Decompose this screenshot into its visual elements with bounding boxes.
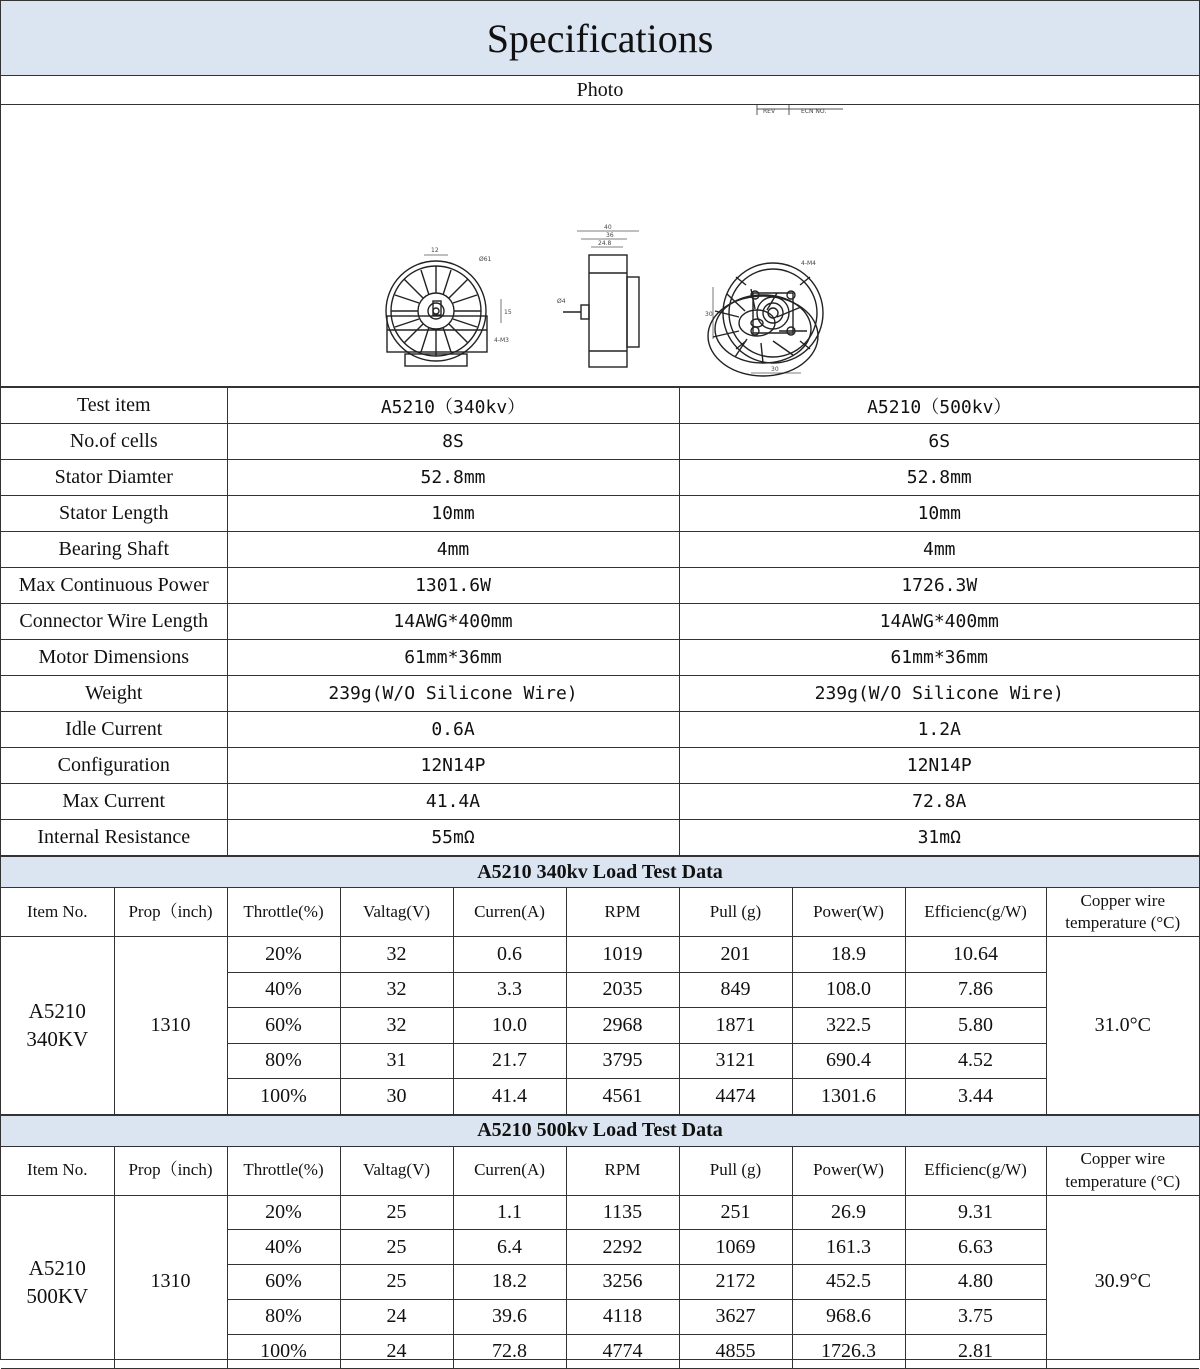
- front-screw-label: 4-M3: [494, 337, 509, 344]
- column-header: Prop（inch): [114, 888, 227, 937]
- column-header: Valtag(V): [340, 1146, 453, 1195]
- spec-row: [1, 748, 1199, 784]
- data-cell: 9.31: [905, 1195, 1046, 1230]
- spec-value: 12N14P: [227, 748, 679, 784]
- spec-row: [1, 460, 1199, 496]
- data-cell: 10.64: [905, 937, 1046, 973]
- spec-label: Motor Dimensions: [1, 640, 227, 676]
- spec-value: 61mm*36mm: [679, 640, 1199, 676]
- data-cell: 3.75: [905, 1299, 1046, 1334]
- item-no-cell: [1, 1195, 114, 1369]
- spec-value: 55mΩ: [227, 820, 679, 856]
- data-cell: 3.44: [905, 1079, 1046, 1115]
- column-header: Throttle(%): [227, 888, 340, 937]
- data-cell: 4774: [566, 1334, 679, 1369]
- data-cell: 968.6: [792, 1299, 905, 1334]
- data-cell: 40%: [227, 1230, 340, 1265]
- column-header: Item No.: [1, 1146, 114, 1195]
- data-cell: 201: [679, 937, 792, 973]
- data-cell: 80%: [227, 1043, 340, 1079]
- column-header: Copper wire temperature (°C): [1046, 888, 1199, 937]
- column-header: Pull (g): [679, 888, 792, 937]
- column-header: Power(W): [792, 888, 905, 937]
- data-cell: 2172: [679, 1265, 792, 1300]
- data-cell: 39.6: [453, 1299, 566, 1334]
- data-cell: 100%: [227, 1334, 340, 1369]
- data-cell: 20%: [227, 1195, 340, 1230]
- front-dim-dia: Ø61: [479, 256, 492, 263]
- spec-header-item: Test item: [1, 388, 227, 424]
- data-cell: 72.8: [453, 1334, 566, 1369]
- spec-header-model: A5210（340kv）: [227, 388, 679, 424]
- temperature-cell: 30.9°C: [1046, 1195, 1199, 1369]
- spec-value: 1726.3W: [679, 568, 1199, 604]
- data-cell: 322.5: [792, 1008, 905, 1044]
- spec-row: [1, 424, 1199, 460]
- data-cell: 6.4: [453, 1230, 566, 1265]
- temperature-cell: 31.0°C: [1046, 937, 1199, 1115]
- data-cell: 6.63: [905, 1230, 1046, 1265]
- spec-value: 10mm: [227, 496, 679, 532]
- load-test-table: [1, 1115, 1199, 1369]
- page-title: Specifications: [1, 1, 1199, 76]
- spec-value: 31mΩ: [679, 820, 1199, 856]
- spec-value: 14AWG*400mm: [227, 604, 679, 640]
- back-screw-label: 4-M4: [801, 260, 816, 267]
- data-cell: 1135: [566, 1195, 679, 1230]
- spec-label: Connector Wire Length: [1, 604, 227, 640]
- spec-row: [1, 568, 1199, 604]
- data-cell: 5.80: [905, 1008, 1046, 1044]
- spec-value: 61mm*36mm: [227, 640, 679, 676]
- data-cell: 2968: [566, 1008, 679, 1044]
- column-header: Pull (g): [679, 1146, 792, 1195]
- column-header: Copper wire temperature (°C): [1046, 1146, 1199, 1195]
- data-cell: 41.4: [453, 1079, 566, 1115]
- data-cell: 452.5: [792, 1265, 905, 1300]
- spec-value: 0.6A: [227, 712, 679, 748]
- motor-technical-drawing: [1, 105, 1199, 386]
- data-cell: 80%: [227, 1299, 340, 1334]
- spec-value: 41.4A: [227, 784, 679, 820]
- data-cell: 60%: [227, 1008, 340, 1044]
- data-cell: 32: [340, 972, 453, 1008]
- column-header: Item No.: [1, 888, 114, 937]
- spec-row: [1, 496, 1199, 532]
- spec-value: 1301.6W: [227, 568, 679, 604]
- load-test-title: A5210 340kv Load Test Data: [1, 857, 1199, 888]
- column-header: RPM: [566, 1146, 679, 1195]
- spec-label: Stator Length: [1, 496, 227, 532]
- column-header: Prop（inch): [114, 1146, 227, 1195]
- spec-value: 10mm: [679, 496, 1199, 532]
- side-dim-248: 24.8: [598, 240, 612, 247]
- data-cell: 161.3: [792, 1230, 905, 1265]
- data-cell: 18.2: [453, 1265, 566, 1300]
- spec-label: Weight: [1, 676, 227, 712]
- front-dim-15: 15: [504, 309, 512, 316]
- column-header: Curren(A): [453, 888, 566, 937]
- data-cell: 4.52: [905, 1043, 1046, 1079]
- spec-label: Max Current: [1, 784, 227, 820]
- spec-row: [1, 676, 1199, 712]
- data-cell: 10.0: [453, 1008, 566, 1044]
- column-header: RPM: [566, 888, 679, 937]
- prop-cell: 1310: [114, 1195, 227, 1369]
- spec-value: 14AWG*400mm: [679, 604, 1199, 640]
- data-cell: 25: [340, 1230, 453, 1265]
- ecn-label: ECN NO.: [801, 108, 826, 115]
- data-cell: 0.6: [453, 937, 566, 973]
- back-dim-30v: 30: [705, 311, 713, 318]
- side-view-drawing: [563, 255, 639, 367]
- data-cell: 4855: [679, 1334, 792, 1369]
- data-cell: 24: [340, 1299, 453, 1334]
- data-cell: 1019: [566, 937, 679, 973]
- spec-header-row: [1, 388, 1199, 424]
- item-no-cell: [1, 937, 114, 1115]
- spec-value: 239g(W/O Silicone Wire): [227, 676, 679, 712]
- data-cell: 25: [340, 1195, 453, 1230]
- spec-row: [1, 604, 1199, 640]
- photo-label: Photo: [1, 76, 1199, 105]
- spec-value: 4mm: [679, 532, 1199, 568]
- data-cell: 1.1: [453, 1195, 566, 1230]
- front-dim-12: 12: [431, 247, 439, 254]
- spec-value: 4mm: [227, 532, 679, 568]
- data-cell: 690.4: [792, 1043, 905, 1079]
- rev-label: REV: [763, 108, 776, 115]
- spec-table: [1, 387, 1199, 856]
- data-cell: 2035: [566, 972, 679, 1008]
- data-cell: 25: [340, 1265, 453, 1300]
- data-cell: 849: [679, 972, 792, 1008]
- spec-header-model: A5210（500kv）: [679, 388, 1199, 424]
- data-cell: 4474: [679, 1079, 792, 1115]
- spec-row: [1, 820, 1199, 856]
- column-header: Efficienc(g/W): [905, 1146, 1046, 1195]
- column-header: Curren(A): [453, 1146, 566, 1195]
- side-dim-40: 40: [604, 224, 612, 231]
- motor-drawing-area: [1, 105, 1199, 387]
- data-cell: 40%: [227, 972, 340, 1008]
- data-cell: 251: [679, 1195, 792, 1230]
- spec-label: Bearing Shaft: [1, 532, 227, 568]
- spec-label: Stator Diamter: [1, 460, 227, 496]
- side-shaft-label: Ø4: [557, 298, 566, 305]
- spec-value: 12N14P: [679, 748, 1199, 784]
- column-header: Valtag(V): [340, 888, 453, 937]
- side-dim-36: 36: [606, 232, 614, 239]
- data-cell: 4561: [566, 1079, 679, 1115]
- spec-row: [1, 640, 1199, 676]
- data-cell: 32: [340, 1008, 453, 1044]
- data-cell: 31: [340, 1043, 453, 1079]
- spec-value: 6S: [679, 424, 1199, 460]
- data-cell: 30: [340, 1079, 453, 1115]
- data-cell: 21.7: [453, 1043, 566, 1079]
- data-cell: 3121: [679, 1043, 792, 1079]
- item-no-kv: 500KV: [1, 1282, 114, 1310]
- spec-value: 239g(W/O Silicone Wire): [679, 676, 1199, 712]
- data-cell: 3627: [679, 1299, 792, 1334]
- spec-label: Idle Current: [1, 712, 227, 748]
- data-cell: 1726.3: [792, 1334, 905, 1369]
- spec-label: No.of cells: [1, 424, 227, 460]
- spec-value: 1.2A: [679, 712, 1199, 748]
- spec-label: Configuration: [1, 748, 227, 784]
- item-no-model: A5210: [1, 997, 114, 1025]
- data-cell: 60%: [227, 1265, 340, 1300]
- data-cell: 7.86: [905, 972, 1046, 1008]
- table-row: [1, 1195, 1199, 1230]
- data-cell: 32: [340, 937, 453, 973]
- data-cell: 108.0: [792, 972, 905, 1008]
- table-row: [1, 937, 1199, 973]
- back-dim-30h: 30: [771, 366, 779, 373]
- spec-value: 8S: [227, 424, 679, 460]
- load-test-table: [1, 856, 1199, 1115]
- column-header: Power(W): [792, 1146, 905, 1195]
- spec-label: Internal Resistance: [1, 820, 227, 856]
- prop-cell: 1310: [114, 937, 227, 1115]
- data-cell: 18.9: [792, 937, 905, 973]
- data-cell: 1871: [679, 1008, 792, 1044]
- data-cell: 2292: [566, 1230, 679, 1265]
- data-cell: 1069: [679, 1230, 792, 1265]
- spec-value: 52.8mm: [679, 460, 1199, 496]
- data-cell: 4.80: [905, 1265, 1046, 1300]
- column-header: Throttle(%): [227, 1146, 340, 1195]
- spec-label: Max Continuous Power: [1, 568, 227, 604]
- spec-row: [1, 784, 1199, 820]
- spec-value: 72.8A: [679, 784, 1199, 820]
- item-no-model: A5210: [1, 1254, 114, 1282]
- item-no-kv: 340KV: [1, 1025, 114, 1053]
- data-cell: 26.9: [792, 1195, 905, 1230]
- data-cell: 100%: [227, 1079, 340, 1115]
- front-view-drawing: [386, 261, 486, 361]
- spec-row: [1, 532, 1199, 568]
- data-cell: 3256: [566, 1265, 679, 1300]
- data-cell: 20%: [227, 937, 340, 973]
- load-test-title: A5210 500kv Load Test Data: [1, 1115, 1199, 1146]
- data-cell: 3.3: [453, 972, 566, 1008]
- data-cell: 3795: [566, 1043, 679, 1079]
- data-cell: 4118: [566, 1299, 679, 1334]
- data-cell: 24: [340, 1334, 453, 1369]
- column-header: Efficienc(g/W): [905, 888, 1046, 937]
- spec-row: [1, 712, 1199, 748]
- data-cell: 2.81: [905, 1334, 1046, 1369]
- spec-value: 52.8mm: [227, 460, 679, 496]
- data-cell: 1301.6: [792, 1079, 905, 1115]
